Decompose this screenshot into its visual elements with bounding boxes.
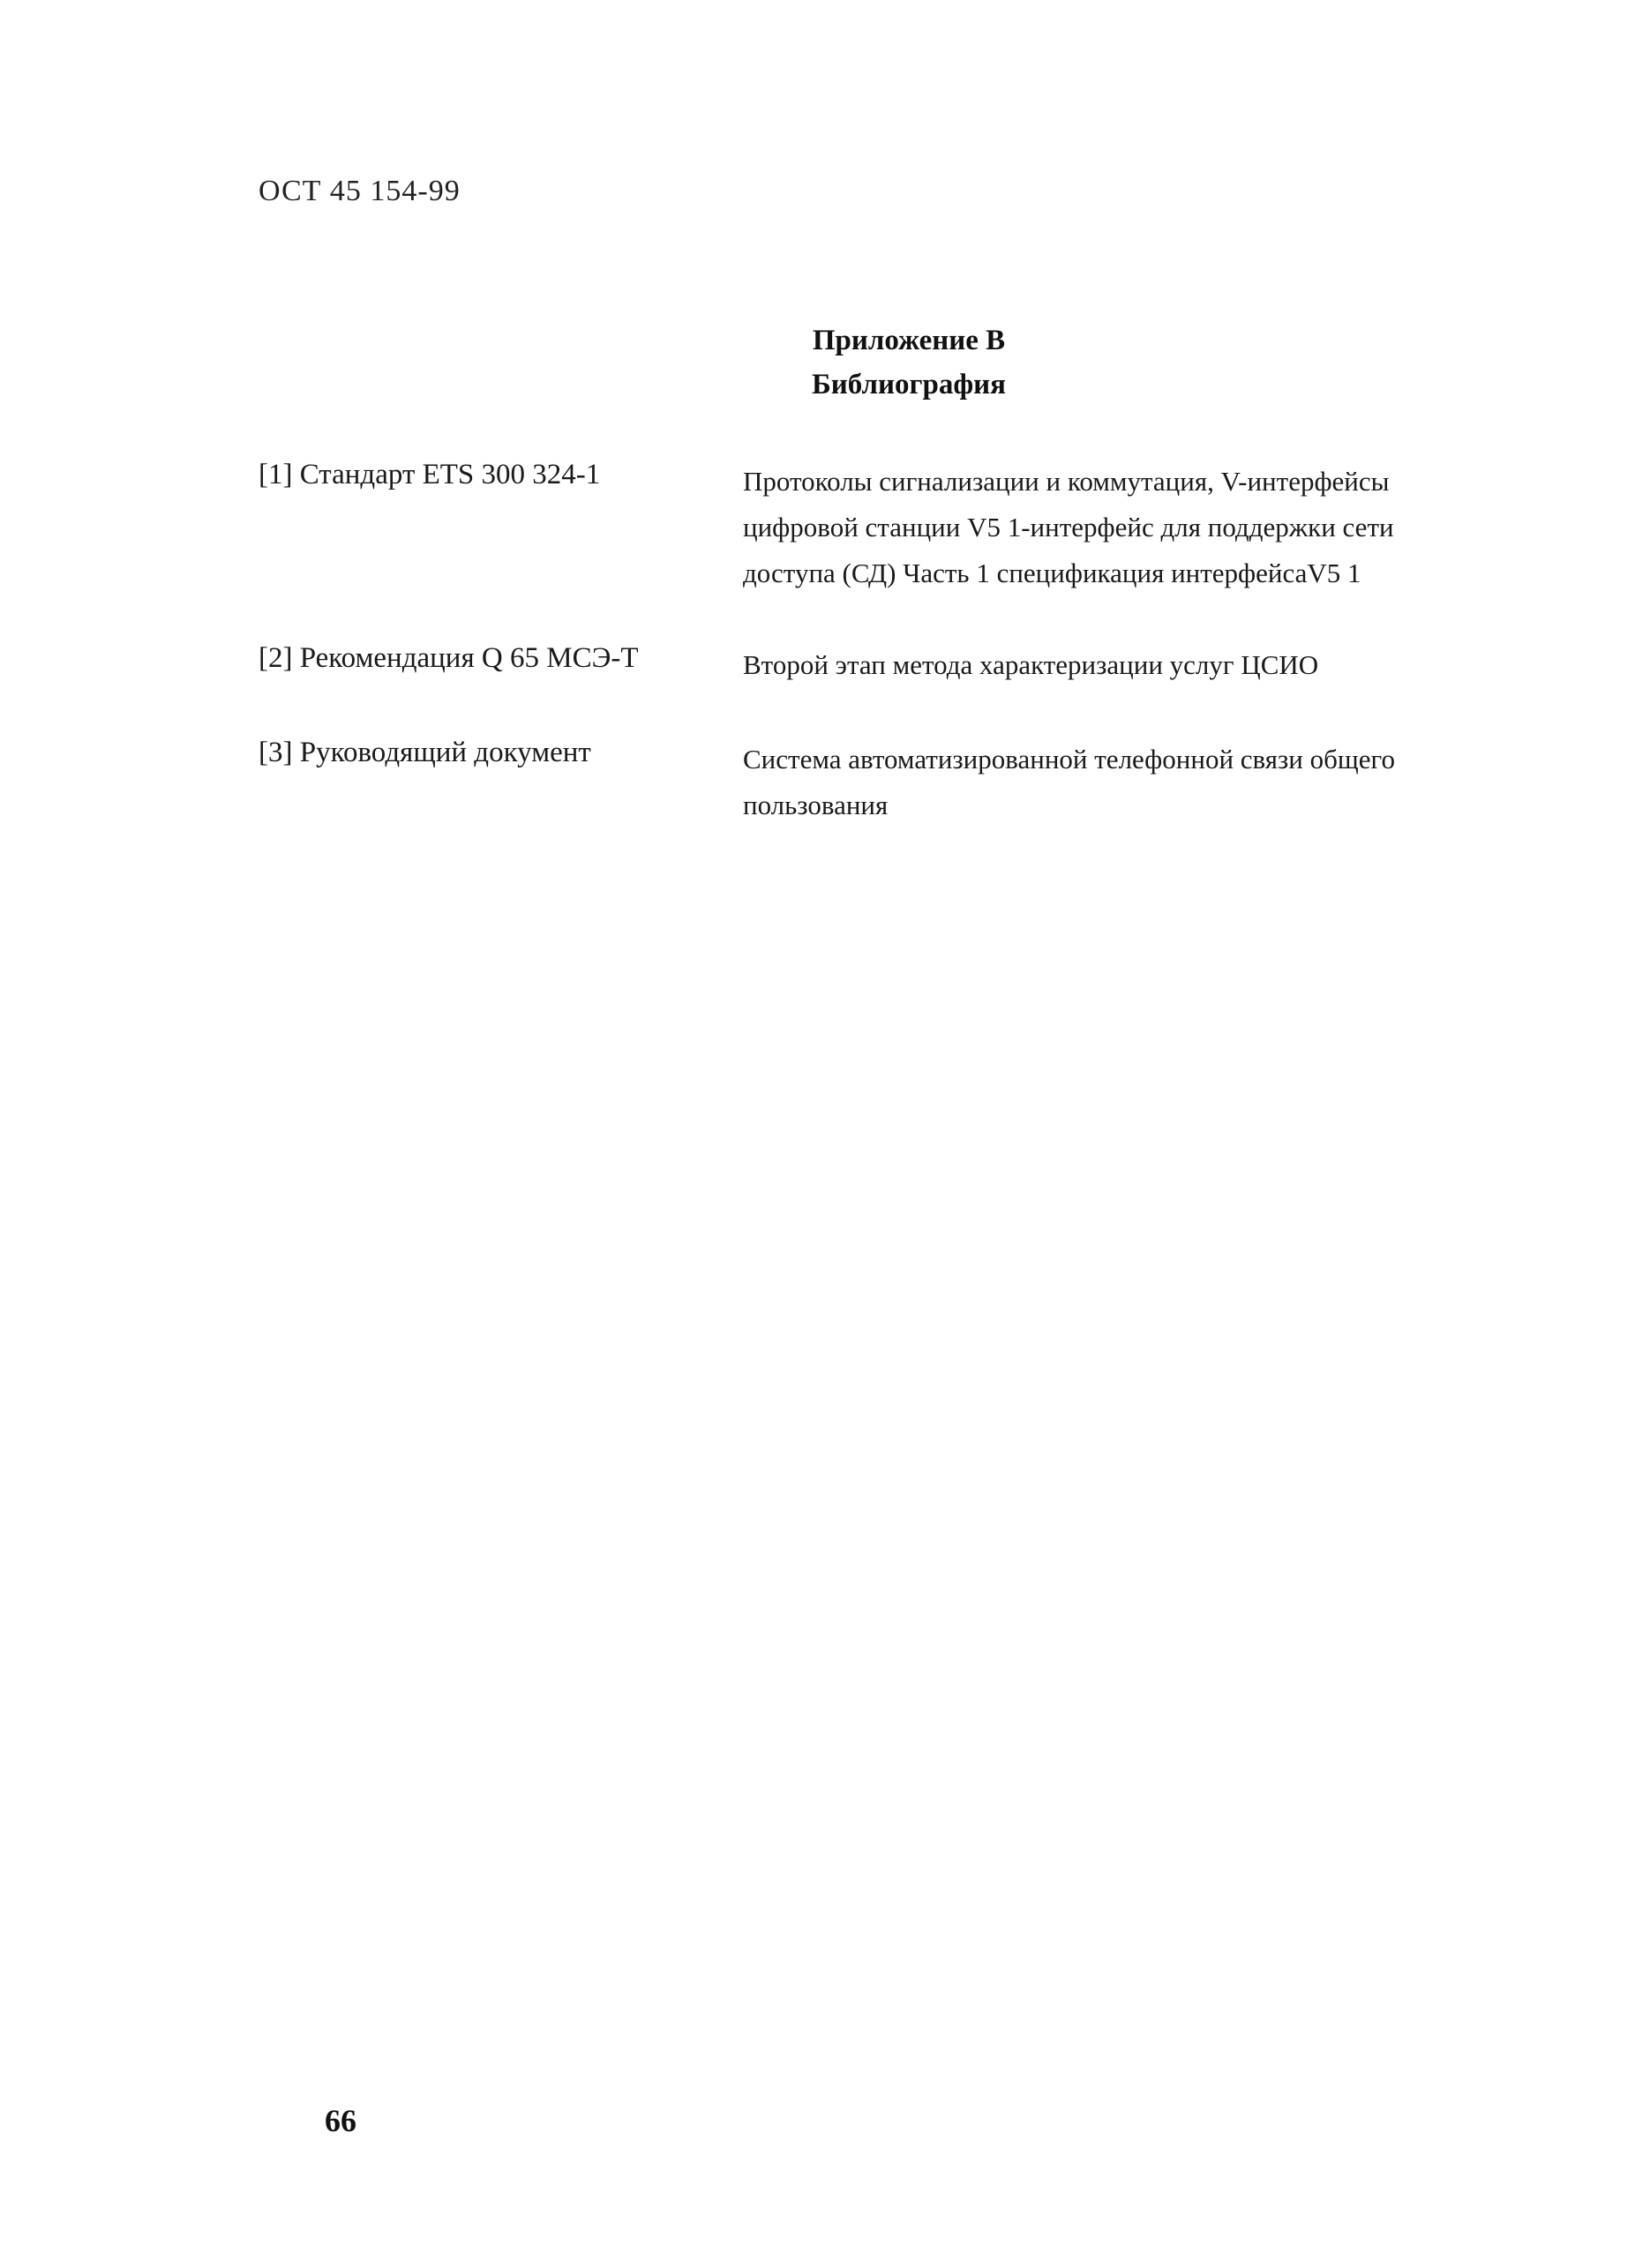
description-line: пользования	[743, 790, 889, 820]
appendix-title: Приложение В	[812, 325, 1006, 356]
description-line: Второй этап метода характеризации услуг ЦСИО	[743, 649, 1319, 680]
bibliography-description	[743, 642, 1493, 688]
appendix-subtitle: Библиография	[811, 369, 1007, 400]
description-line: Протоколы сигнализации и коммутация, V-интерфейсы	[743, 466, 1390, 497]
page-number: 66	[325, 2103, 356, 2138]
bibliography-reference: [3] Руководящий документ	[259, 737, 591, 768]
description-line: доступа (СД) Часть 1 спецификация интерфейсаV5 1	[743, 558, 1361, 588]
document-code: ОСТ 45 154-99	[259, 175, 461, 207]
bibliography-description	[743, 459, 1493, 596]
description-line: цифровой станции V5 1-интерфейс для поддержки сети	[743, 512, 1394, 543]
description-line: Система автоматизированной телефонной связи общего	[743, 744, 1395, 775]
bibliography-reference: [1] Стандарт ETS 300 324-1	[259, 459, 601, 490]
bibliography-description	[743, 737, 1493, 828]
bibliography-reference: [2] Рекомендация Q 65 МСЭ-Т	[259, 642, 639, 674]
